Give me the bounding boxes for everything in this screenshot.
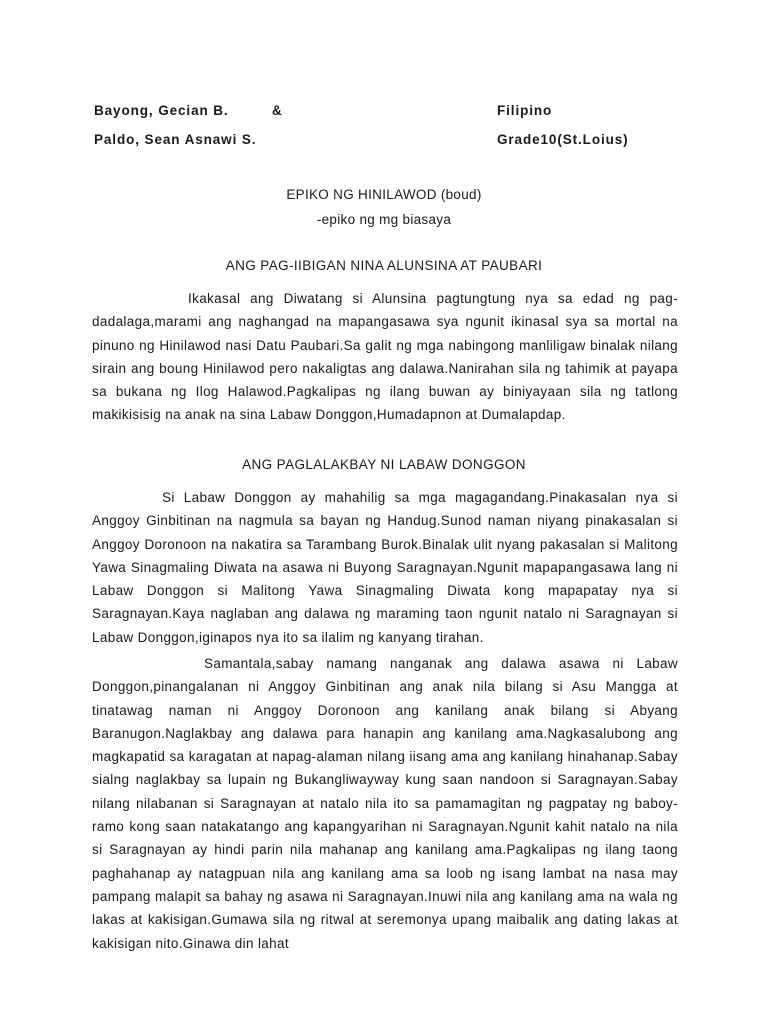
author-ampersand: &: [272, 103, 283, 118]
paragraph-2: Si Labaw Donggon ay mahahilig sa mga magagandang.Pinakasalan nya si Anggoy Ginbitinan na nagmula sa bayan ng Handug.Sunod naman niyang pinakasalan si Anggoy Doronoon na nakatira sa Tarambang Burok.Binalak ulit nyang pakasalan si Malitong Yawa Sinagmaling Diwata na asawa ni Buyong Saragnayan.Ngunit mapapangasawa lang ni Labaw Donggon si Malitong Yawa Sinagmaling Diwata kong mapapatay nya si Saragnayan.Kaya naglaban ang dalawa ng maraming taon ngunit natalo ni Saragnayan si Labaw Donggon,iginapos nya ito sa ilalim ng kanyang tirahan.: [92, 490, 678, 645]
paragraph-1: Ikakasal ang Diwatang si Alunsina pagtungtung nya sa edad ng pag-dadalaga,marami ang naghangad na mapangasawa sya ngunit ikinasal sya sa mortal na pinuno ng Hinilawod nasi Datu Paubari.Sa galit ng mga nabingong manliligaw binalak nilang sirain ang boung Hinilawod pero nakaligtas ang dalawa.Nanirahan sila ng tahimik at payapa sa bukana ng Ilog Halawod.Pagkalipas ng ilang buwan ay biniyayaan sila ng tatlong makikisisig na anak na sina Labaw Donggon,Humadapnon at Dumalapdap.: [92, 291, 678, 423]
author-name-1: Bayong, Gecian B.: [94, 103, 229, 118]
document-title: [0, 187, 768, 202]
author-name-2: Paldo, Sean Asnawi S.: [94, 132, 257, 147]
paragraph-3: Samantala,sabay namang nanganak ang dalawa asawa ni Labaw Donggon,pinangalanan ni Anggoy Ginbitinan ang anak nila bilang si Asu Mangga at tinatawag naman ni Anggoy Doronoon ang kanilang anak bilang si Abyang Baranugon.Naglakbay ang dalawa para hanapin ang kanilang ama.Nagkasalubong ang magkapatid sa karagatan at napag-alaman nilang iisang ama ang kanilang hinahanap.Sabay sialng naglakbay sa lupain ng Bukangliwayway kung saan nandoon si Saragnayan.Sabay nilang nilabanan si Saragnayan at natalo nila ito sa pamamagitan ng pagpatay ng baboy-ramo kong saan natakatango ang kapangyarihan ni Saragnayan.Ngunit kahit natalo na nila si Saragnayan ay hindi parin nila mahanap ang kanilang ama.Pagkalipas ng ilang taong paghahanap ay natagpuan nila ang kanilang ama sa loob ng isang lambat na nasa may pampang malapit sa bahay ng asawa ni Saragnayan.Inuwi nila ang kanilang ama na wala ng lakas at kakisigan.Gumawa sila ng ritwal at seremonya upang maibalik ang dating lakas at kakisigan nito.Ginawa din lahat: [92, 656, 678, 951]
section-heading-2: ANG PAGLALAKBAY NI LABAW DONGGON: [242, 457, 526, 472]
grade-section-label: Grade10(St.Loius): [497, 132, 629, 147]
document-subtitle: -epiko ng mg biasaya: [316, 212, 452, 227]
document-title-text: EPIKO NG HINILAWOD (boud): [286, 187, 482, 202]
section-heading-1: ANG PAG-IIBIGAN NINA ALUNSINA AT PAUBARI: [225, 258, 543, 273]
subject-label: Filipino: [497, 103, 553, 118]
